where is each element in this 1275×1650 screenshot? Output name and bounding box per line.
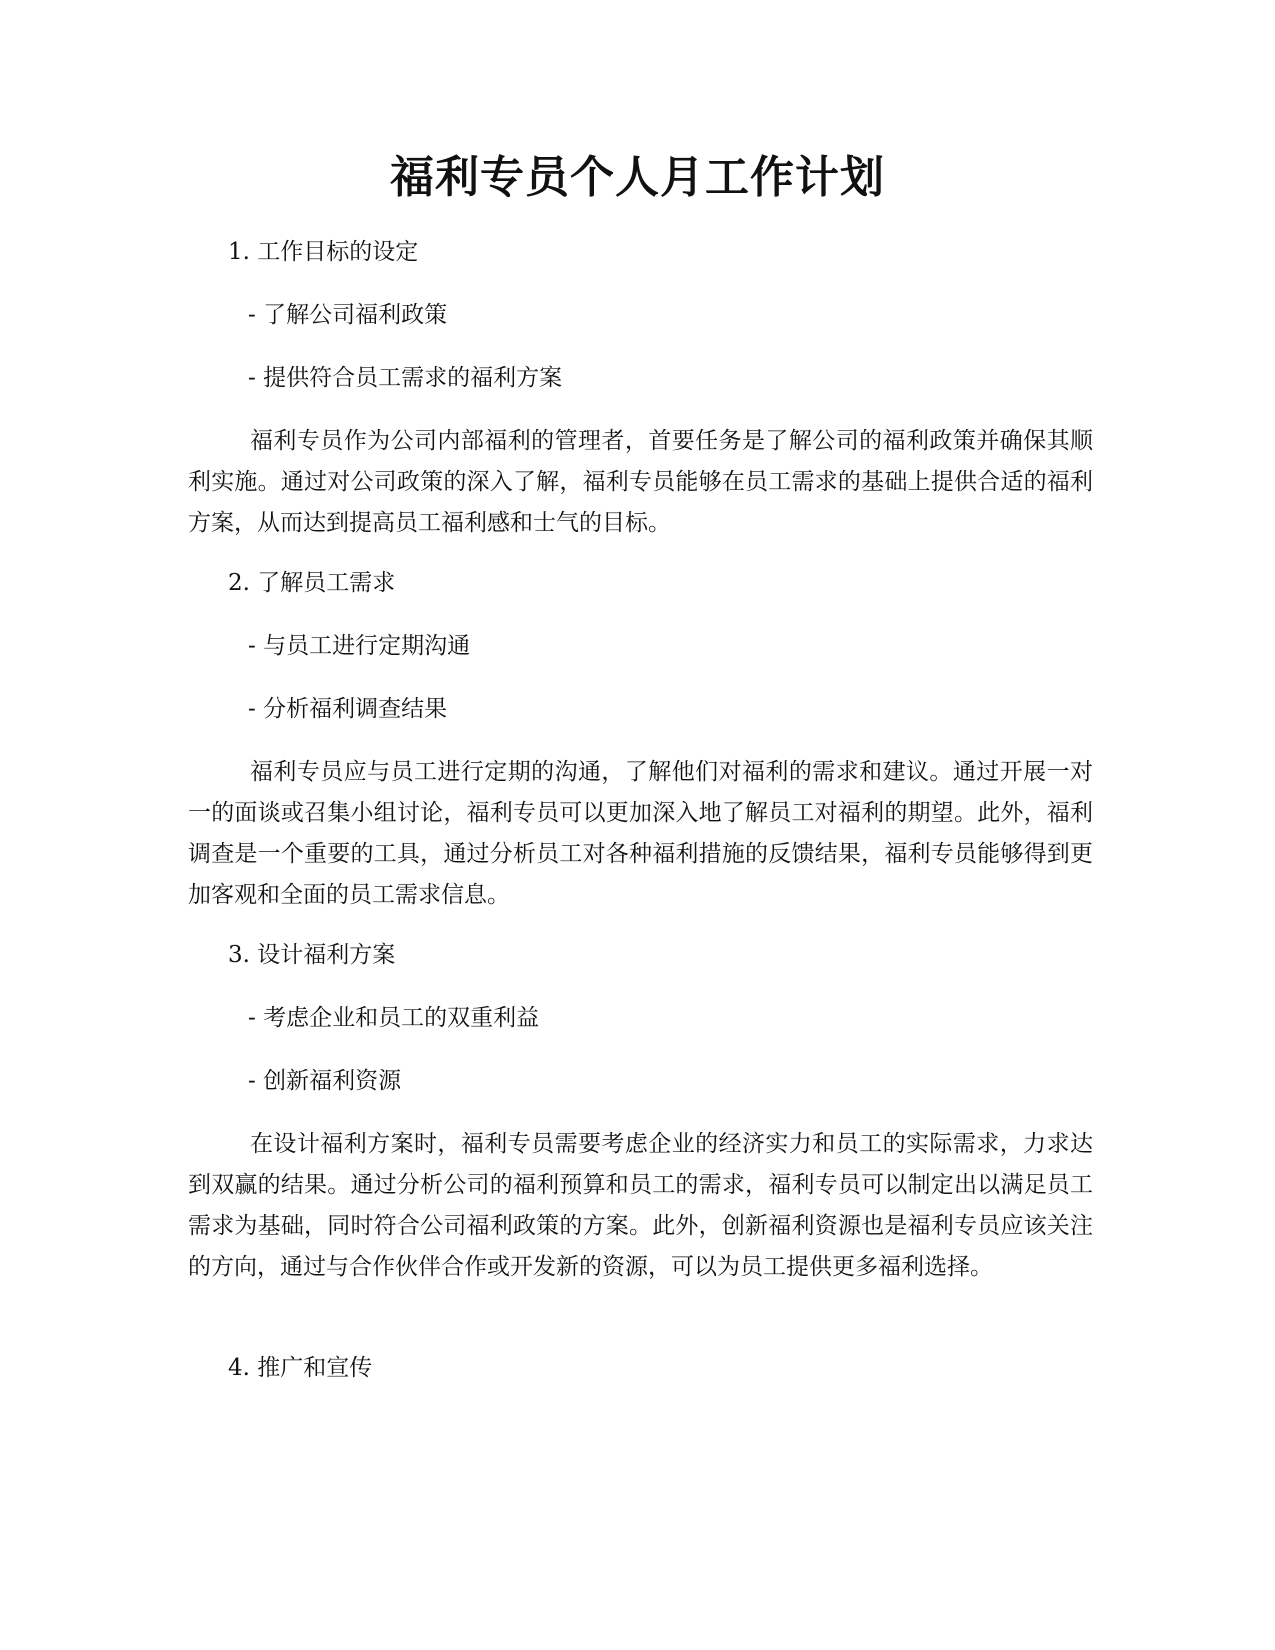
section-2-bullet-2: - 分析福利调查结果 (248, 696, 448, 722)
section-3-bullet-2: - 创新福利资源 (248, 1068, 402, 1094)
section-2-bullet-1: - 与员工进行定期沟通 (248, 633, 471, 659)
section-4-heading: 4. 推广和宣传 (228, 1355, 373, 1381)
section-1-bullet-2: - 提供符合员工需求的福利方案 (248, 365, 563, 391)
section-3-bullet-1: - 考虑企业和员工的双重利益 (248, 1005, 540, 1031)
section-3-heading: 3. 设计福利方案 (228, 942, 396, 968)
section-2-paragraph: 福利专员应与员工进行定期的沟通，了解他们对福利的需求和建议。通过开展一对一的面谈或召集小组讨论，福利专员可以更加深入地了解员工对福利的期望。此外，福利调查是一个重要的工具，通过分析员工对各种福利措施的反馈结果，福利专员能够得到更加客观和全面的员工需求信息。 (188, 759, 1093, 908)
section-2-heading: 2. 了解员工需求 (228, 570, 396, 596)
document-title: 福利专员个人月工作计划 (390, 152, 885, 203)
section-1-paragraph: 福利专员作为公司内部福利的管理者，首要任务是了解公司的福利政策并确保其顺利实施。通过对公司政策的深入了解，福利专员能够在员工需求的基础上提供合适的福利方案，从而达到提高员工福利感和士气的目标。 (188, 428, 1093, 536)
section-3-paragraph: 在设计福利方案时，福利专员需要考虑企业的经济实力和员工的实际需求，力求达到双赢的结果。通过分析公司的福利预算和员工的需求，福利专员可以制定出以满足员工需求为基础，同时符合公司福利政策的方案。此外，创新福利资源也是福利专员应该关注的方向，通过与合作伙伴合作或开发新的资源，可以为员工提供更多福利选择。 (188, 1131, 1093, 1280)
section-1-heading: 1. 工作目标的设定 (228, 239, 419, 265)
section-1-bullet-1: - 了解公司福利政策 (248, 302, 448, 328)
